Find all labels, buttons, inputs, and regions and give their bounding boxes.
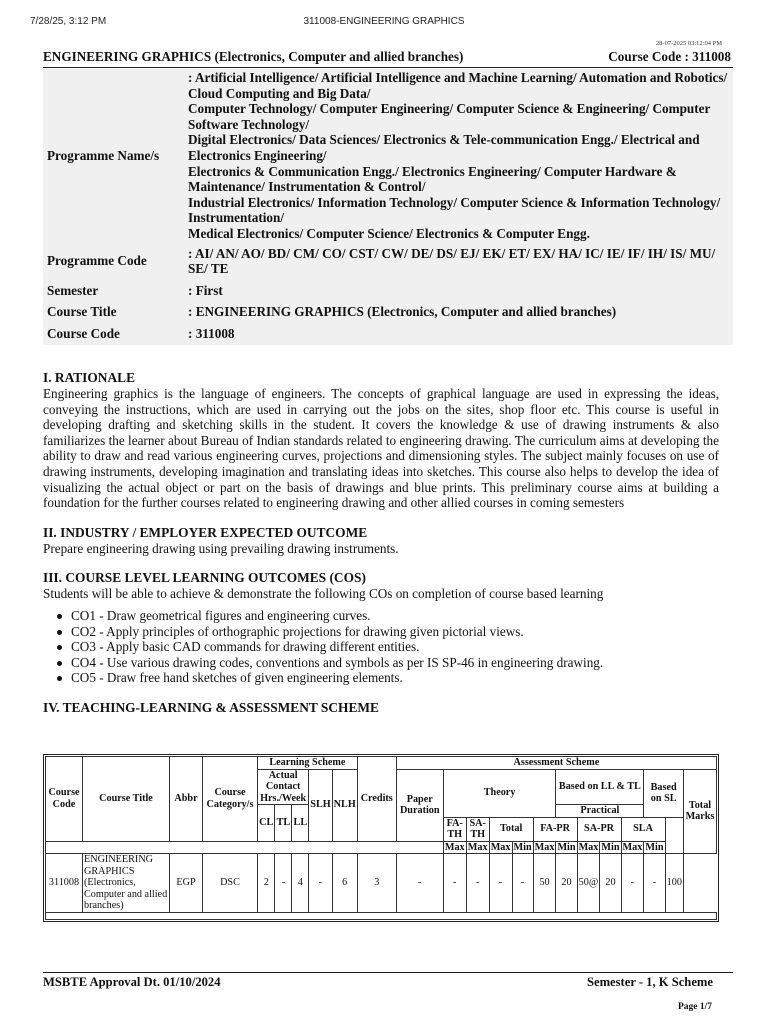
bullet-icon (57, 661, 62, 666)
col-total: Total (489, 817, 533, 841)
course-header (43, 49, 733, 68)
bullet-icon (57, 614, 62, 619)
list-item: CO2 - Apply principles of orthographic projections for drawing given pictorial views. (71, 624, 719, 640)
cell-abbr: EGP (170, 854, 203, 913)
list-item: CO1 - Draw geometrical figures and engineering curves. (71, 608, 719, 624)
max-label: Max (467, 841, 488, 853)
col-category: Course Category/s (203, 757, 258, 842)
programme-names-line: Computer Technology/ Computer Engineering/ Computer Science & Engineering/ Computer Software Technology/ (188, 101, 711, 132)
min-label: Min (557, 841, 576, 853)
col-sa-th: SA-TH (466, 817, 489, 841)
generation-stamp: 28-07-2025 03:12:04 PM (655, 40, 722, 47)
print-datetime: 7/28/25, 3:12 PM (30, 16, 107, 27)
syllabus-content (43, 370, 719, 730)
cos-section (43, 570, 719, 686)
cell-slh: - (309, 854, 332, 913)
cell-sa-th-max: - (466, 854, 489, 913)
outcome-section (43, 525, 719, 557)
course-title-label: Course Title (47, 304, 117, 320)
page-footer (43, 972, 733, 990)
cell-credits: 3 (357, 854, 396, 913)
programme-names-line: Digital Electronics/ Data Sciences/ Electronics & Tele-communication Engg./ Electrical and Electronics Engineering/ (188, 132, 700, 163)
col-sa-pr: SA-PR (577, 817, 621, 841)
bullet-icon (57, 645, 62, 650)
col-paper-duration: Paper Duration (396, 769, 443, 841)
print-title: 311008-ENGINEERING GRAPHICS (303, 16, 465, 27)
col-sla: SLA (621, 817, 665, 841)
page-number: Page 1/7 (677, 1002, 712, 1012)
rationale-section (43, 370, 719, 511)
cos-intro: Students will be able to achieve & demonstrate the following COs on completion of course based learning (43, 586, 604, 602)
course-code-value: : 311008 (188, 325, 235, 341)
bullet-icon (57, 676, 62, 681)
cell-sla-min: - (644, 854, 665, 913)
semester-label: Semester (47, 282, 99, 298)
scheme-label: Semester - 1, K Scheme (586, 975, 713, 989)
col-slh: SLH (309, 769, 332, 841)
col-course-title: Course Title (83, 757, 170, 842)
programme-names-line: : Artificial Intelligence/ Artificial Intelligence and Machine Learning/ Automation and Robotics/ Cloud Computing and Big Data/ (188, 70, 728, 101)
list-item: CO3 - Apply basic CAD commands for drawing different entities. (71, 639, 719, 655)
cell-paper: - (396, 854, 443, 913)
cell-fa-th-max: - (443, 854, 466, 913)
programme-names-line: Medical Electronics/ Computer Science/ Electronics & Computer Engg. (188, 225, 590, 241)
rationale-text: Engineering graphics is the language of engineers. The concepts of graphical language are used in expressing the ideas, conveying the instructions, which are used in carrying out the jobs on the sites, shop floor etc. This course is useful in developing drafting and sketching skills in the student. It covers the knowledge & use of drawing instruments & also familiarizes the learner about Bureau of Indian standards related to engineering drawing. The curriculum aims at developing the ability to draw and read various engineering curves, projections and dimensioning styles. The subject mainly focuses on use of drawing instruments, developing imagination and translating ideas into sketches. This course also helps to develop the idea of visualizing the actual object or part on the basis of drawings and blue prints. This preliminary course aims at building a foundation for the further courses related to engineering drawing and other allied courses in coming semesters (43, 386, 719, 511)
cell-title: ENGINEERING GRAPHICS (Electronics, Computer and allied branches) (83, 854, 170, 913)
cell-sla-max: - (621, 854, 644, 913)
cell-sa-pr-min: 20 (600, 854, 621, 913)
semester-value: : First (188, 282, 223, 298)
course-header-code: Course Code : 311008 (608, 49, 731, 64)
col-based-on-sl: Based on SL (644, 769, 684, 817)
max-label: Max (534, 841, 555, 853)
max-label: Max (622, 841, 643, 853)
cell-sa-pr-max: 50@ (577, 854, 600, 913)
col-tl: TL (275, 805, 292, 842)
cell-total-min: - (512, 854, 533, 913)
bullet-icon (57, 630, 62, 635)
assessment-scheme-table (43, 754, 719, 922)
col-ll: LL (292, 805, 309, 842)
programme-names-line: Electronics & Communication Engg./ Electronics Engineering/ Computer Hardware & Maintenance/ Instrumentation & Control/ (188, 163, 677, 195)
rationale-heading: I. RATIONALE (43, 370, 136, 385)
cell-cl: 2 (258, 854, 275, 913)
outcome-text: Prepare engineering drawing using prevailing drawing instruments. (43, 540, 399, 556)
scheme-section (43, 700, 719, 716)
col-theory: Theory (443, 769, 556, 817)
max-label: Max (490, 841, 511, 853)
cell-category: DSC (203, 854, 258, 913)
course-code-label: Course Code (47, 325, 120, 341)
list-item: CO5 - Draw free hand sketches of given engineering elements. (71, 670, 719, 686)
col-practical: Practical (556, 805, 644, 818)
scheme-heading: IV. TEACHING-LEARNING & ASSESSMENT SCHEME (43, 699, 379, 715)
min-label: Min (513, 841, 532, 853)
min-label: Min (601, 841, 620, 853)
col-fa-th: FA-TH (443, 817, 466, 841)
outcome-heading: II. INDUSTRY / EMPLOYER EXPECTED OUTCOME (43, 524, 368, 540)
col-based-on-ll-tl: Based on LL & TL (556, 769, 644, 805)
programme-info (43, 69, 733, 345)
approval-date: MSBTE Approval Dt. 01/10/2024 (43, 975, 221, 989)
col-learning-scheme: Learning Scheme (258, 757, 358, 770)
col-fa-pr: FA-PR (533, 817, 577, 841)
cell-fa-pr-max: 50 (533, 854, 556, 913)
cos-heading: III. COURSE LEVEL LEARNING OUTCOMES (COS) (43, 570, 366, 586)
col-nlh: NLH (332, 769, 357, 841)
course-title-value: : ENGINEERING GRAPHICS (Electronics, Computer and allied branches) (188, 304, 617, 320)
col-abbr: Abbr (170, 757, 203, 842)
table-row (46, 854, 717, 913)
cell-code: 311008 (46, 854, 83, 913)
max-label: Max (444, 841, 465, 853)
course-header-name: ENGINEERING GRAPHICS (Electronics, Computer and allied branches) (43, 49, 464, 64)
programme-code-label: Programme Code (47, 253, 147, 269)
col-total-marks: Total Marks (684, 769, 717, 854)
max-label: Max (578, 841, 599, 853)
col-credits: Credits (357, 757, 396, 842)
cell-tl: - (275, 854, 292, 913)
programme-code: : AI/ AN/ AO/ BD/ CM/ CO/ CST/ CW/ DE/ DS/ EJ/ EK/ ET/ EX/ HA/ IC/ IE/ IF/ IH/ IS/ MU/ SE/ TE (188, 245, 716, 277)
cell-ll: 4 (292, 854, 309, 913)
programme-names-line: Industrial Electronics/ Information Technology/ Computer Science & Information Technology/ Instrumentation/ (188, 194, 721, 226)
col-course-code: Course Code (46, 757, 83, 842)
col-cl: CL (258, 805, 275, 842)
cell-fa-pr-min: 20 (556, 854, 577, 913)
min-label: Min (645, 841, 664, 853)
list-item: CO4 - Use various drawing codes, conventions and symbols as per IS SP-46 in engineering drawing. (71, 655, 719, 671)
col-contact-hours: Actual Contact Hrs./Week (258, 769, 309, 805)
cos-list (43, 608, 719, 686)
cell-total-max: - (489, 854, 512, 913)
programme-names (184, 69, 733, 243)
col-assessment-scheme: Assessment Scheme (396, 757, 716, 770)
cell-total-marks: 100 (665, 854, 683, 913)
programme-names-label: Programme Name/s (47, 147, 160, 163)
cell-nlh: 6 (332, 854, 357, 913)
